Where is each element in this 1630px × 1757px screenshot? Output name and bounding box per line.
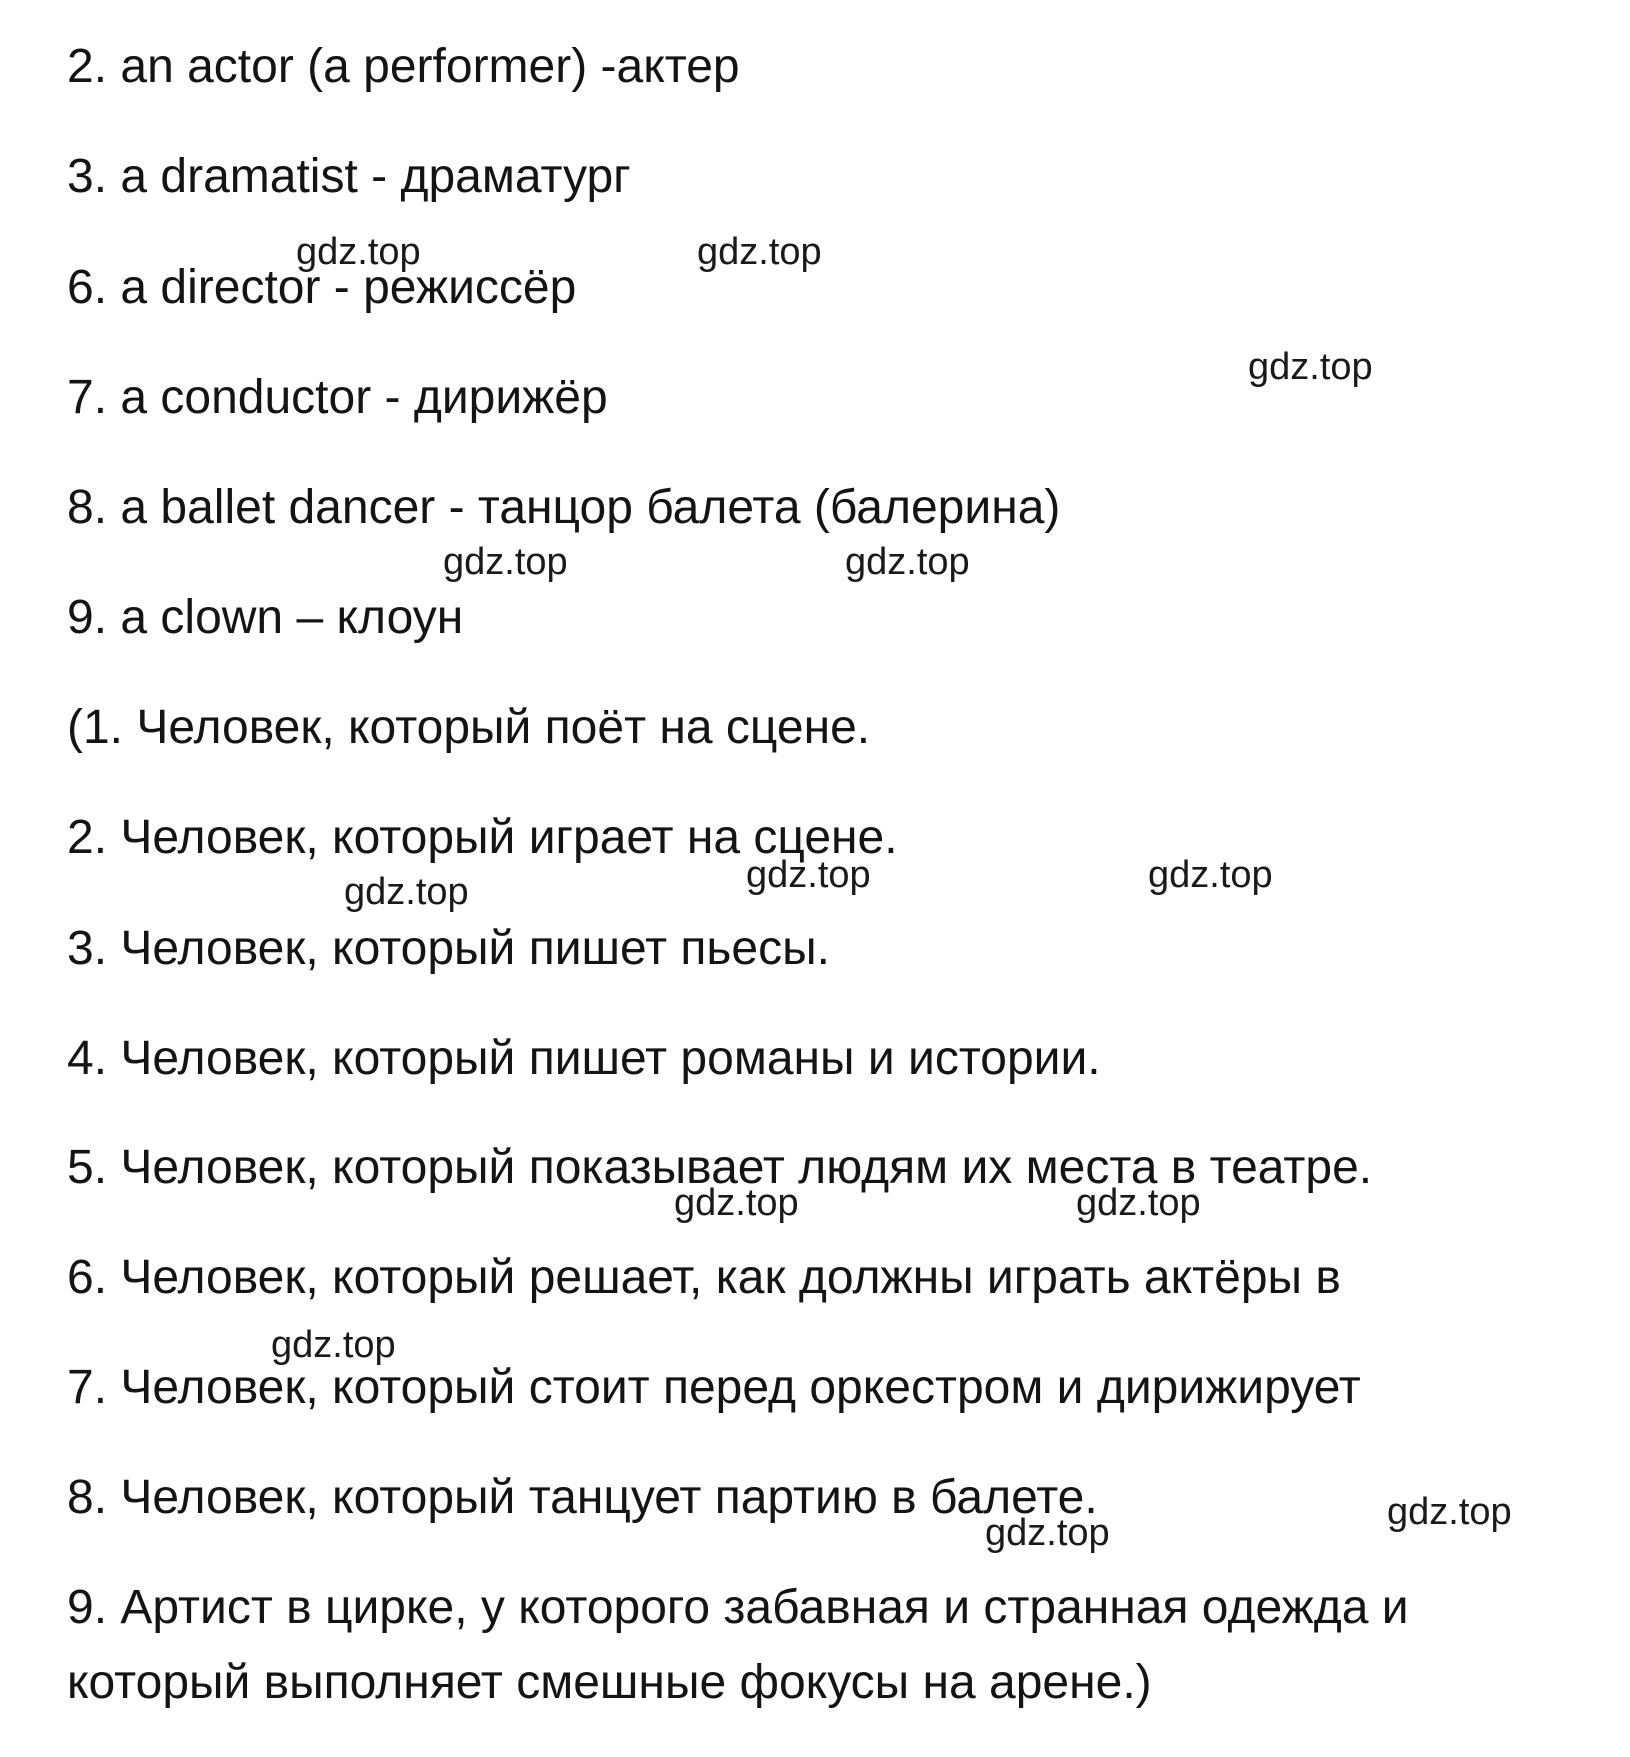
definition-line-4: 4. Человек, который пишет романы и истории. <box>67 1032 1101 1085</box>
watermark: gdz.top <box>674 1182 799 1224</box>
watermark: gdz.top <box>271 1324 396 1366</box>
watermark: gdz.top <box>1148 854 1273 896</box>
watermark: gdz.top <box>697 231 822 273</box>
watermark: gdz.top <box>845 541 970 583</box>
definition-line-9a: 9. Артист в цирке, у которого забавная и странная одежда и <box>67 1581 1409 1634</box>
vocab-line-clown: 9. a clown – клоун <box>67 591 464 644</box>
definition-line-8: 8. Человек, который танцует партию в балете. <box>67 1471 1098 1524</box>
vocab-line-actor: 2. an actor (a performer) -актер <box>67 40 740 93</box>
definition-line-1: (1. Человек, который поёт на сцене. <box>67 701 871 754</box>
watermark: gdz.top <box>443 541 568 583</box>
watermark: gdz.top <box>1076 1182 1201 1224</box>
vocab-line-conductor: 7. a conductor - дирижёр <box>67 371 608 424</box>
vocab-line-director: 6. a director - режиссёр <box>67 261 577 314</box>
watermark: gdz.top <box>1248 346 1373 388</box>
vocab-line-dramatist: 3. a dramatist - драматург <box>67 150 631 203</box>
definition-line-5: 5. Человек, который показывает людям их места в театре. <box>67 1141 1373 1194</box>
watermark: gdz.top <box>1387 1491 1512 1533</box>
definition-line-2: 2. Человек, который играет на сцене. <box>67 811 898 864</box>
vocab-line-ballet: 8. a ballet dancer - танцор балета (балерина) <box>67 481 1061 534</box>
watermark: gdz.top <box>296 231 421 273</box>
watermark: gdz.top <box>344 871 469 913</box>
definition-line-7: 7. Человек, который стоит перед оркестром и дирижирует <box>67 1361 1361 1414</box>
watermark: gdz.top <box>746 854 871 896</box>
definition-line-9b: который выполняет смешные фокусы на арене.) <box>67 1656 1152 1709</box>
definition-line-6: 6. Человек, который решает, как должны играть актёры в <box>67 1251 1341 1304</box>
definition-line-3: 3. Человек, который пишет пьесы. <box>67 922 830 975</box>
watermark: gdz.top <box>985 1512 1110 1554</box>
